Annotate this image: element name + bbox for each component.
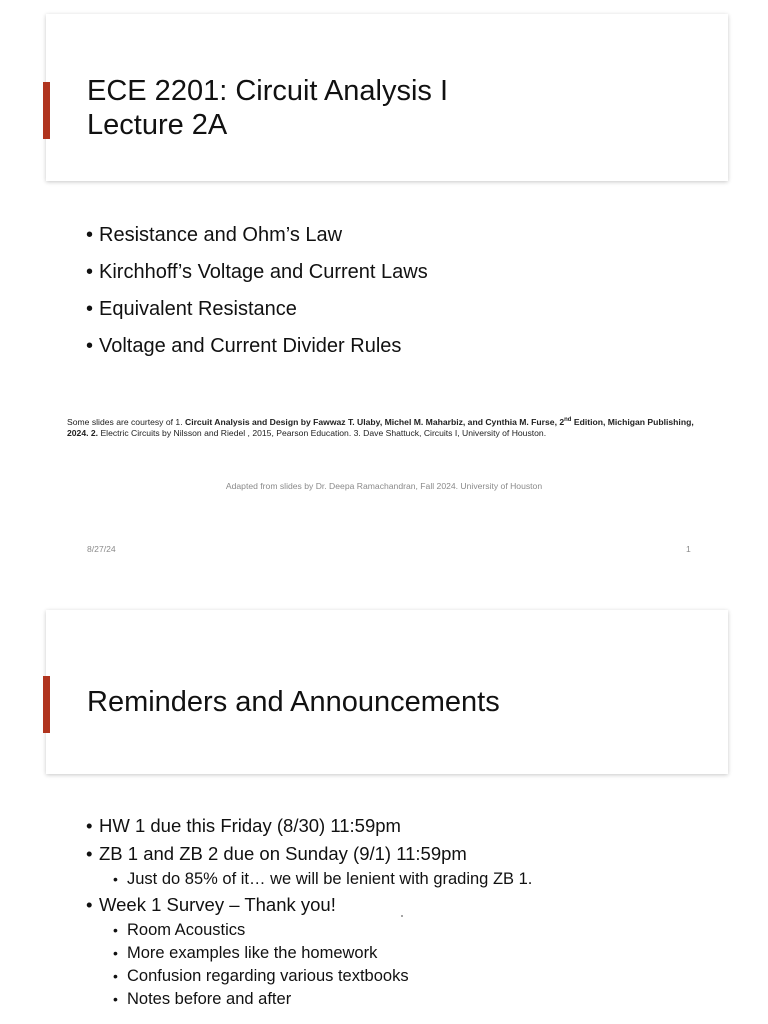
sub-list-item: • More examples like the homework [113,942,532,965]
footer-date: 8/27/24 [87,544,116,554]
list-item: • Equivalent Resistance [86,295,428,332]
stray-dot [401,915,403,917]
sub-list-item: • Confusion regarding various textbooks [113,965,532,988]
credits-prefix: Some slides are courtesy of 1. [67,416,185,427]
sub-list-item: • Just do 85% of it… we will be lenient with grading ZB 1. [113,868,532,891]
slide-2 [0,590,768,1024]
credits-note [67,415,707,439]
credits-rest: Electric Circuits by Nilsson and Riedel , 2015, Pearson Education. 3. Dave Shattuck, Circuits I, University of Houston. [98,427,547,438]
bullet-text: Week 1 Survey – Thank you! [99,894,336,915]
credits-ref1-tail: Edition, Michigan Publishing, 2024. 2. [67,416,694,438]
sub-list [113,868,532,891]
list-item: • Voltage and Current Divider Rules [86,332,428,369]
sub-list-item: • Room Acoustics [113,919,532,942]
credits-ref1: Circuit Analysis and Design by Fawwaz T. Ulaby, Michel M. Maharbiz, and Cynthia M. Furse, 2 [184,416,565,427]
adapted-note: Adapted from slides by Dr. Deepa Ramachandran, Fall 2024. University of Houston [225,481,543,491]
slide-2-title-card [46,610,728,774]
slide-1-title [87,74,448,142]
slide-2-title: Reminders and Announcements [87,686,500,718]
title-accent-bar [43,676,50,733]
list-item [86,891,532,1011]
title-accent-bar [43,82,50,139]
announcement-list [86,812,532,1011]
bullet-text: HW 1 due this Friday (8/30) 11:59pm [99,815,401,836]
sub-list-item: • Notes before and after [113,988,532,1011]
bullet-text: ZB 1 and ZB 2 due on Sunday (9/1) 11:59pm [99,843,467,864]
slide-1-title-card [46,14,728,181]
list-item [86,840,532,891]
title-line-2: Lecture 2A [87,109,228,141]
list-item: • Resistance and Ohm’s Law [86,221,428,258]
topic-list [86,221,428,369]
title-line-1: ECE 2201: Circuit Analysis I [87,75,449,107]
list-item: • Kirchhoff’s Voltage and Current Laws [86,258,428,295]
page-number: 1 [686,544,691,554]
list-item [86,812,532,840]
credits-ref1-sup: nd [564,417,572,423]
sub-list [113,919,532,1011]
